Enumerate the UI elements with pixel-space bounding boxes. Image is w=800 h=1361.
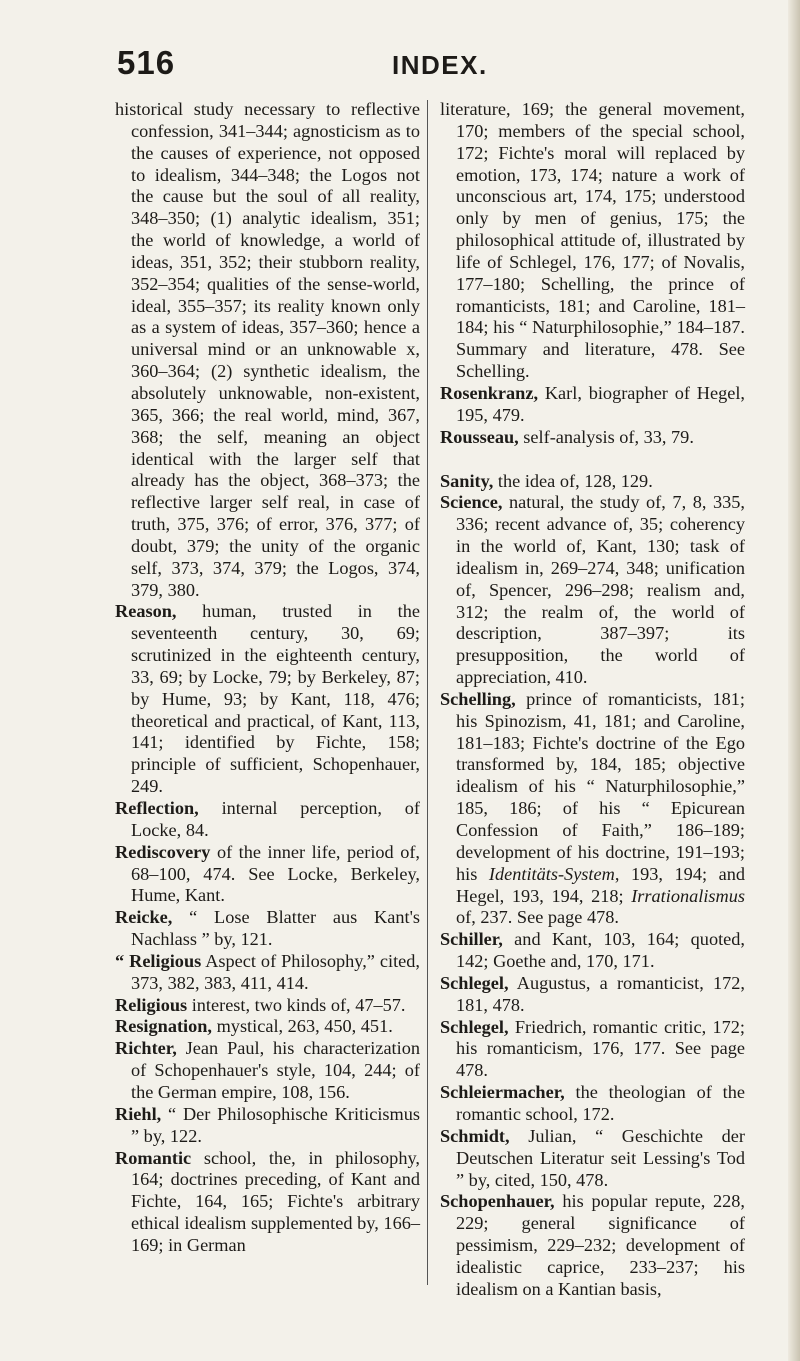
entry-heading: Rediscovery [115, 841, 211, 862]
index-entry [115, 951, 420, 995]
index-entry [440, 1082, 745, 1126]
entry-text: the theologian of the romantic school, 172. [456, 1082, 745, 1124]
entry-text: “ Lose Blatter aus Kant's Nachlass ” by, 121. [131, 907, 420, 950]
index-entry [115, 995, 420, 1017]
entry-heading: Schlegel, [440, 1016, 509, 1037]
entry-text: Julian, “ Geschichte der Deutschen Literatur seit Lessing's Tod ” by, cited, 150, 478. [456, 1125, 745, 1190]
column-divider [427, 100, 428, 1285]
entry-heading: Science, [440, 492, 503, 513]
index-entry [115, 907, 420, 951]
entry-italic: Irrationalismus [631, 885, 745, 906]
index-entry [115, 1016, 420, 1038]
entry-heading: Resignation, [115, 1016, 213, 1037]
entry-italic: Identitäts-System [488, 863, 615, 884]
entry-text: literature, 169; the general movement, 170; members of the special school, 172; Fichte's moral will replaced by emotion, 173, 174; nature a work of unconscious art, 174, 175; understood only by men of genius, 175; the philosophical attitude of, illustrated by life of Schlegel, 176, 177; of Novalis, 177–180; Schelling, the prince of romanticists, 181; and Caroline, 181–184; his “ Naturphilosophie,” 184–187. Summary and literature, 478. See Schelling. [440, 99, 745, 382]
entry-heading: Religious [115, 994, 188, 1015]
entry-heading: Richter, [115, 1038, 177, 1059]
entry-text: self-analysis of, 33, 79. [518, 426, 694, 447]
entry-text: Karl, biographer of Hegel, 195, 479. [456, 382, 745, 425]
index-entry [115, 601, 420, 798]
index-entry [115, 1038, 420, 1104]
entry-text: of, 237. See page 478. [456, 907, 619, 928]
entry-text: Jean Paul, his characterization of Schopenhauer's style, 104, 244; of the German empire, 108, 156. [131, 1038, 420, 1102]
entry-text: mystical, 263, 450, 451. [212, 1016, 393, 1037]
entry-text: “ Der Philosophische Kriticismus ” by, 122. [131, 1103, 420, 1146]
index-entry [115, 99, 420, 601]
index-entry [440, 1126, 745, 1192]
entry-heading: Reflection, [115, 798, 199, 818]
letter-gap [440, 449, 745, 471]
index-entry [440, 689, 745, 929]
index-entry [440, 99, 745, 383]
entry-text: prince of romanticists, 181; his Spinozism, 41, 181; and Caroline, 181–183; Fichte's doctrine of the Ego transformed by, 184, 185; objective idealism of his “ Naturphilosophie,” 185, 186; of his “ Epicurean Confession of Faith,” 186–189; development of his doctrine, 191–193; his [456, 688, 745, 884]
entry-text: school, the, in philosophy, 164; doctrines preceding, of Kant and Fichte, 164, 165; Fichte's arbitrary ethical idealism supplemented by, 166–169; in German [131, 1147, 420, 1255]
page-edge [788, 0, 800, 1361]
entry-text: interest, two kinds of, 47–57. [187, 994, 406, 1015]
entry-heading: Schlegel, [440, 972, 509, 993]
entry-text: Friedrich, romantic critic, 172; his romanticism, 176, 177. See page 478. [456, 1016, 745, 1081]
entry-heading: Schiller, [440, 929, 503, 950]
entry-text: Aspect of Philosophy,” cited, 373, 382, 383, 411, 414. [131, 950, 420, 993]
index-entry [115, 798, 420, 842]
index-entry [440, 471, 745, 493]
entry-text: internal perception, of Locke, 84. [131, 798, 420, 840]
entry-text: his popular repute, 228, 229; general significance of pessimism, 229–232; development of idealistic caprice, 233–237; his idealism on a Kantian basis, [456, 1191, 745, 1299]
entry-heading: Schelling, [440, 688, 516, 709]
entry-text: and Kant, 103, 164; quoted, 142; Goethe and, 170, 171. [456, 929, 745, 972]
entry-text: the idea of, 128, 129. [493, 470, 653, 491]
entry-heading: Rousseau, [440, 426, 519, 447]
entry-text: Augustus, a romanticist, 172, 181, 478. [456, 972, 745, 1015]
entry-text: historical study necessary to reflective confession, 341–344; agnosticism as to the causes of experience, not opposed to idealism, 344–348; the Logos not the cause but the soul of all reality, 348–350; (1) analytic idealism, 351; the world of knowledge, a world of ideas, 351, 352; their stubborn reality, 352–354; qualities of the sense-world, ideal, 355–357; its reality known only as a system of ideas, 357–360; hence a universal mind or an unknowable x, 360–364; (2) synthetic idealism, the absolutely unknowable, non-existent, 365, 366; the real world, mind, 367, 368; the self, meaning an object identical with the larger self that already has the object, 368–373; the reflective larger self real, in case of truth, 375, 376; of error, 376, 377; of doubt, 379; the unity of the organic self, 373, 374, 379; the Logos, 374, 379, 380. [115, 99, 420, 600]
running-head [0, 44, 800, 94]
index-entry [115, 842, 420, 908]
entry-heading: Romantic [115, 1147, 192, 1168]
index-entry [440, 1017, 745, 1083]
entry-text: , 193, 194; and Hegel, 193, 194, 218; [456, 863, 745, 906]
index-entry [440, 492, 745, 689]
entry-heading: Reicke, [115, 907, 173, 928]
entry-heading: Rosenkranz, [440, 382, 539, 403]
left-column [115, 99, 420, 1257]
entry-heading: Schmidt, [440, 1125, 510, 1146]
entry-text: natural, the study of, 7, 8, 335, 336; recent advance of, 35; coherency in the world of, Kant, 130; task of idealism in, 269–274, 348; unification of, Spencer, 296–298; realism and, 312; the realm of, the world of description, 387–397; its presupposition, the world of appreciation, 410. [456, 492, 745, 688]
index-entry [440, 383, 745, 427]
index-entry [440, 929, 745, 973]
entry-heading: Riehl, [115, 1103, 162, 1124]
entry-heading: Reason, [115, 601, 177, 622]
right-column [440, 99, 745, 1301]
entry-heading: Schopenhauer, [440, 1191, 555, 1212]
entry-heading: “ Religious [115, 950, 202, 971]
entry-text: human, trusted in the seventeenth century, 30, 69; scrutinized in the eighteenth century, 33, 69; by Locke, 79; by Berkeley, 87; by Hume, 93; by Kant, 118, 476; theoretical and practical, of Kant, 113, 141; identified by Fichte, 158; principle of sufficient, Schopenhauer, 249. [131, 601, 420, 797]
index-entry [115, 1148, 420, 1257]
entry-heading: Sanity, [440, 470, 494, 491]
index-entry [440, 427, 745, 449]
entry-heading: Schleiermacher, [440, 1082, 565, 1103]
page-number: 516 [117, 44, 176, 81]
index-entry [115, 1104, 420, 1148]
running-title: INDEX. [392, 50, 488, 80]
index-entry [440, 973, 745, 1017]
entry-text: of the inner life, period of, 68–100, 474. See Locke, Berkeley, Hume, Kant. [131, 841, 420, 906]
index-entry [440, 1191, 745, 1300]
